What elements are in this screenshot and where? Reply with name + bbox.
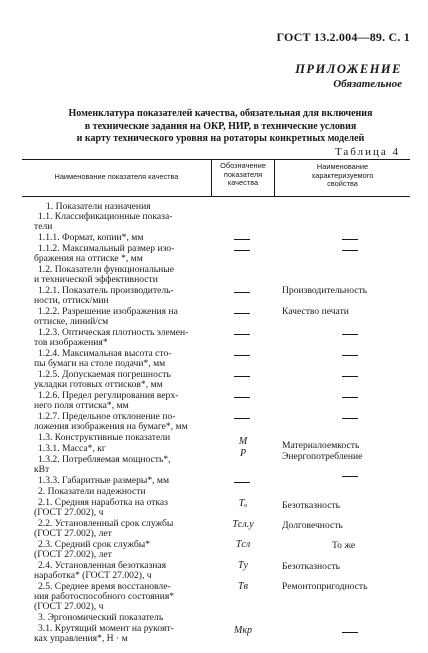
table-row: 1.1.1. Формат, копии*, мм (38, 232, 144, 243)
table-row: 2.4. Установленная безотказная (38, 560, 167, 571)
dash-mark (234, 239, 250, 240)
dash-mark (234, 397, 250, 398)
table-row: 1.2.6. Предел регулирования верх- (38, 390, 179, 401)
column-header-property: Наименование характеризуемого свойства (311, 162, 374, 189)
dash-mark (342, 632, 358, 633)
property-cell: Ремонтопригодность (282, 581, 368, 592)
property-cell: Безотказность (282, 500, 341, 511)
dash-mark (234, 376, 250, 377)
table-row: 2.3. Средний срок службы* (38, 539, 151, 550)
table-row-cont: оттиске, линий/см (34, 316, 109, 327)
table-row: 1.1.2. Максимальный размер изо- (38, 243, 175, 254)
dash-mark (342, 334, 358, 335)
table-row-cont: (ГОСТ 27.002), лет (34, 549, 112, 560)
table-row-cont: и технической эффективности (34, 274, 158, 285)
appendix-subtitle: Обязательное (333, 78, 402, 90)
dash-mark (342, 355, 358, 356)
table-row: 1.2.5. Допускаемая погрешность (38, 369, 171, 380)
table-row: 1.2.2. Разрешение изображения на (38, 306, 178, 317)
dash-mark (342, 239, 358, 240)
dash-mark (234, 482, 250, 483)
property-cell: Долговечность (282, 520, 343, 531)
gost-page-header: ГОСТ 13.2.004—89. С. 1 (276, 30, 410, 44)
table-row-cont: ках управления*, Н · м (34, 633, 128, 644)
table-row-cont: (ГОСТ 27.002), ч (34, 507, 104, 518)
table-row: 1.2.7. Предельное отклонение по- (38, 411, 176, 422)
dash-mark (342, 250, 358, 251)
symbol-cell: Tв (238, 581, 248, 592)
dash-mark (234, 334, 250, 335)
table-row: 1.2.4. Максимальная высота сто- (38, 348, 172, 359)
property-cell: Качество печати (282, 306, 349, 317)
dash-mark (234, 313, 250, 314)
symbol-cell: M (238, 436, 248, 447)
table-row: 1.2.3. Оптическая плотность элемен- (38, 327, 189, 338)
column-header-symbol: Обозначение показателя качества (220, 161, 266, 188)
dash-mark (234, 250, 250, 251)
table-row: 1.2. Показатели функциональные (38, 264, 174, 275)
table-row: 3. Эргономический показатель (38, 612, 164, 623)
table-row-cont: пы бумаги на столе подачи*, мм (34, 358, 166, 369)
table-row: 1.3.2. Потребляемая мощность*, (38, 454, 171, 465)
dash-mark (234, 355, 250, 356)
title-line-1: Номенклатура показателей качества, обязательная для включения (68, 108, 373, 119)
symbol-cell: P (239, 448, 247, 459)
table-row-cont: (ГОСТ 27.002), лет (34, 528, 112, 539)
table-row: 1.3.3. Габаритные размеры*, мм (38, 475, 170, 486)
table-row: 1.1. Классификационные показа- (38, 211, 173, 222)
table-row-cont: тели (34, 221, 53, 232)
title-line-3: и карту технического уровня на ротаторы конкретных моделей (76, 133, 365, 144)
table-row: 1.2.1. Показатель производитель- (38, 285, 174, 296)
dash-mark (234, 292, 250, 293)
table-row-cont: тов изображения* (34, 337, 108, 348)
table-row-cont: ния работоспособного состояния* (34, 591, 175, 602)
table-row: 2.2. Установленный срок службы (38, 518, 174, 529)
property-cell: То же (332, 540, 356, 551)
dash-mark (342, 476, 358, 477)
table-row: 2.1. Средняя наработка на отказ (38, 497, 168, 508)
table-row-cont: него поля оттиска*, мм (34, 400, 129, 411)
symbol-cell: Tу (238, 560, 248, 571)
table-number-label: Таблица 4 (334, 146, 400, 158)
title-line-2: в технические задания на ОКР, НИР, в технические условия (84, 120, 357, 132)
property-cell: Материалоемкость (282, 440, 360, 451)
property-cell: Энергопотребление (282, 451, 363, 462)
table-row: 3.1. Крутящий момент на рукоят- (38, 623, 174, 634)
table-row-cont: наработка* (ГОСТ 27.002), ч (34, 570, 152, 581)
dash-mark (342, 418, 358, 419)
table-row: 2.5. Среднее время восстановле- (38, 581, 171, 592)
symbol-cell: Tсл.у (232, 519, 254, 530)
symbol-cell: Tсл (235, 539, 251, 550)
dash-mark (342, 397, 358, 398)
table-row-cont: бражения на оттиске *, мм (34, 253, 143, 264)
table-row-cont: укладки готовых оттисков*, мм (34, 379, 163, 390)
appendix-title: ПРИЛОЖЕНИЕ (295, 62, 402, 76)
table-row-cont: (ГОСТ 27.002), ч (34, 601, 104, 612)
property-cell: Безотказность (282, 561, 341, 572)
table-row-cont: кВт (34, 464, 50, 475)
property-cell: Производительность (282, 285, 368, 296)
table-row: 2. Показатели надежности (38, 486, 146, 497)
column-header-name: Наименование показателя качества (54, 172, 179, 181)
table-row: 1. Показатели назначения (46, 201, 151, 212)
symbol-cell: Mкр (233, 625, 252, 636)
table-row-cont: ности, оттиск/мин (34, 295, 109, 306)
table-row-cont: ложения изображения на бумаге*, мм (34, 421, 188, 432)
table-row: 1.3.1. Масса*, кг (38, 443, 106, 454)
symbol-cell: Tₒ (238, 498, 248, 509)
dash-mark (342, 376, 358, 377)
dash-mark (234, 418, 250, 419)
table-row: 1.3. Конструктивные показатели (38, 432, 171, 443)
